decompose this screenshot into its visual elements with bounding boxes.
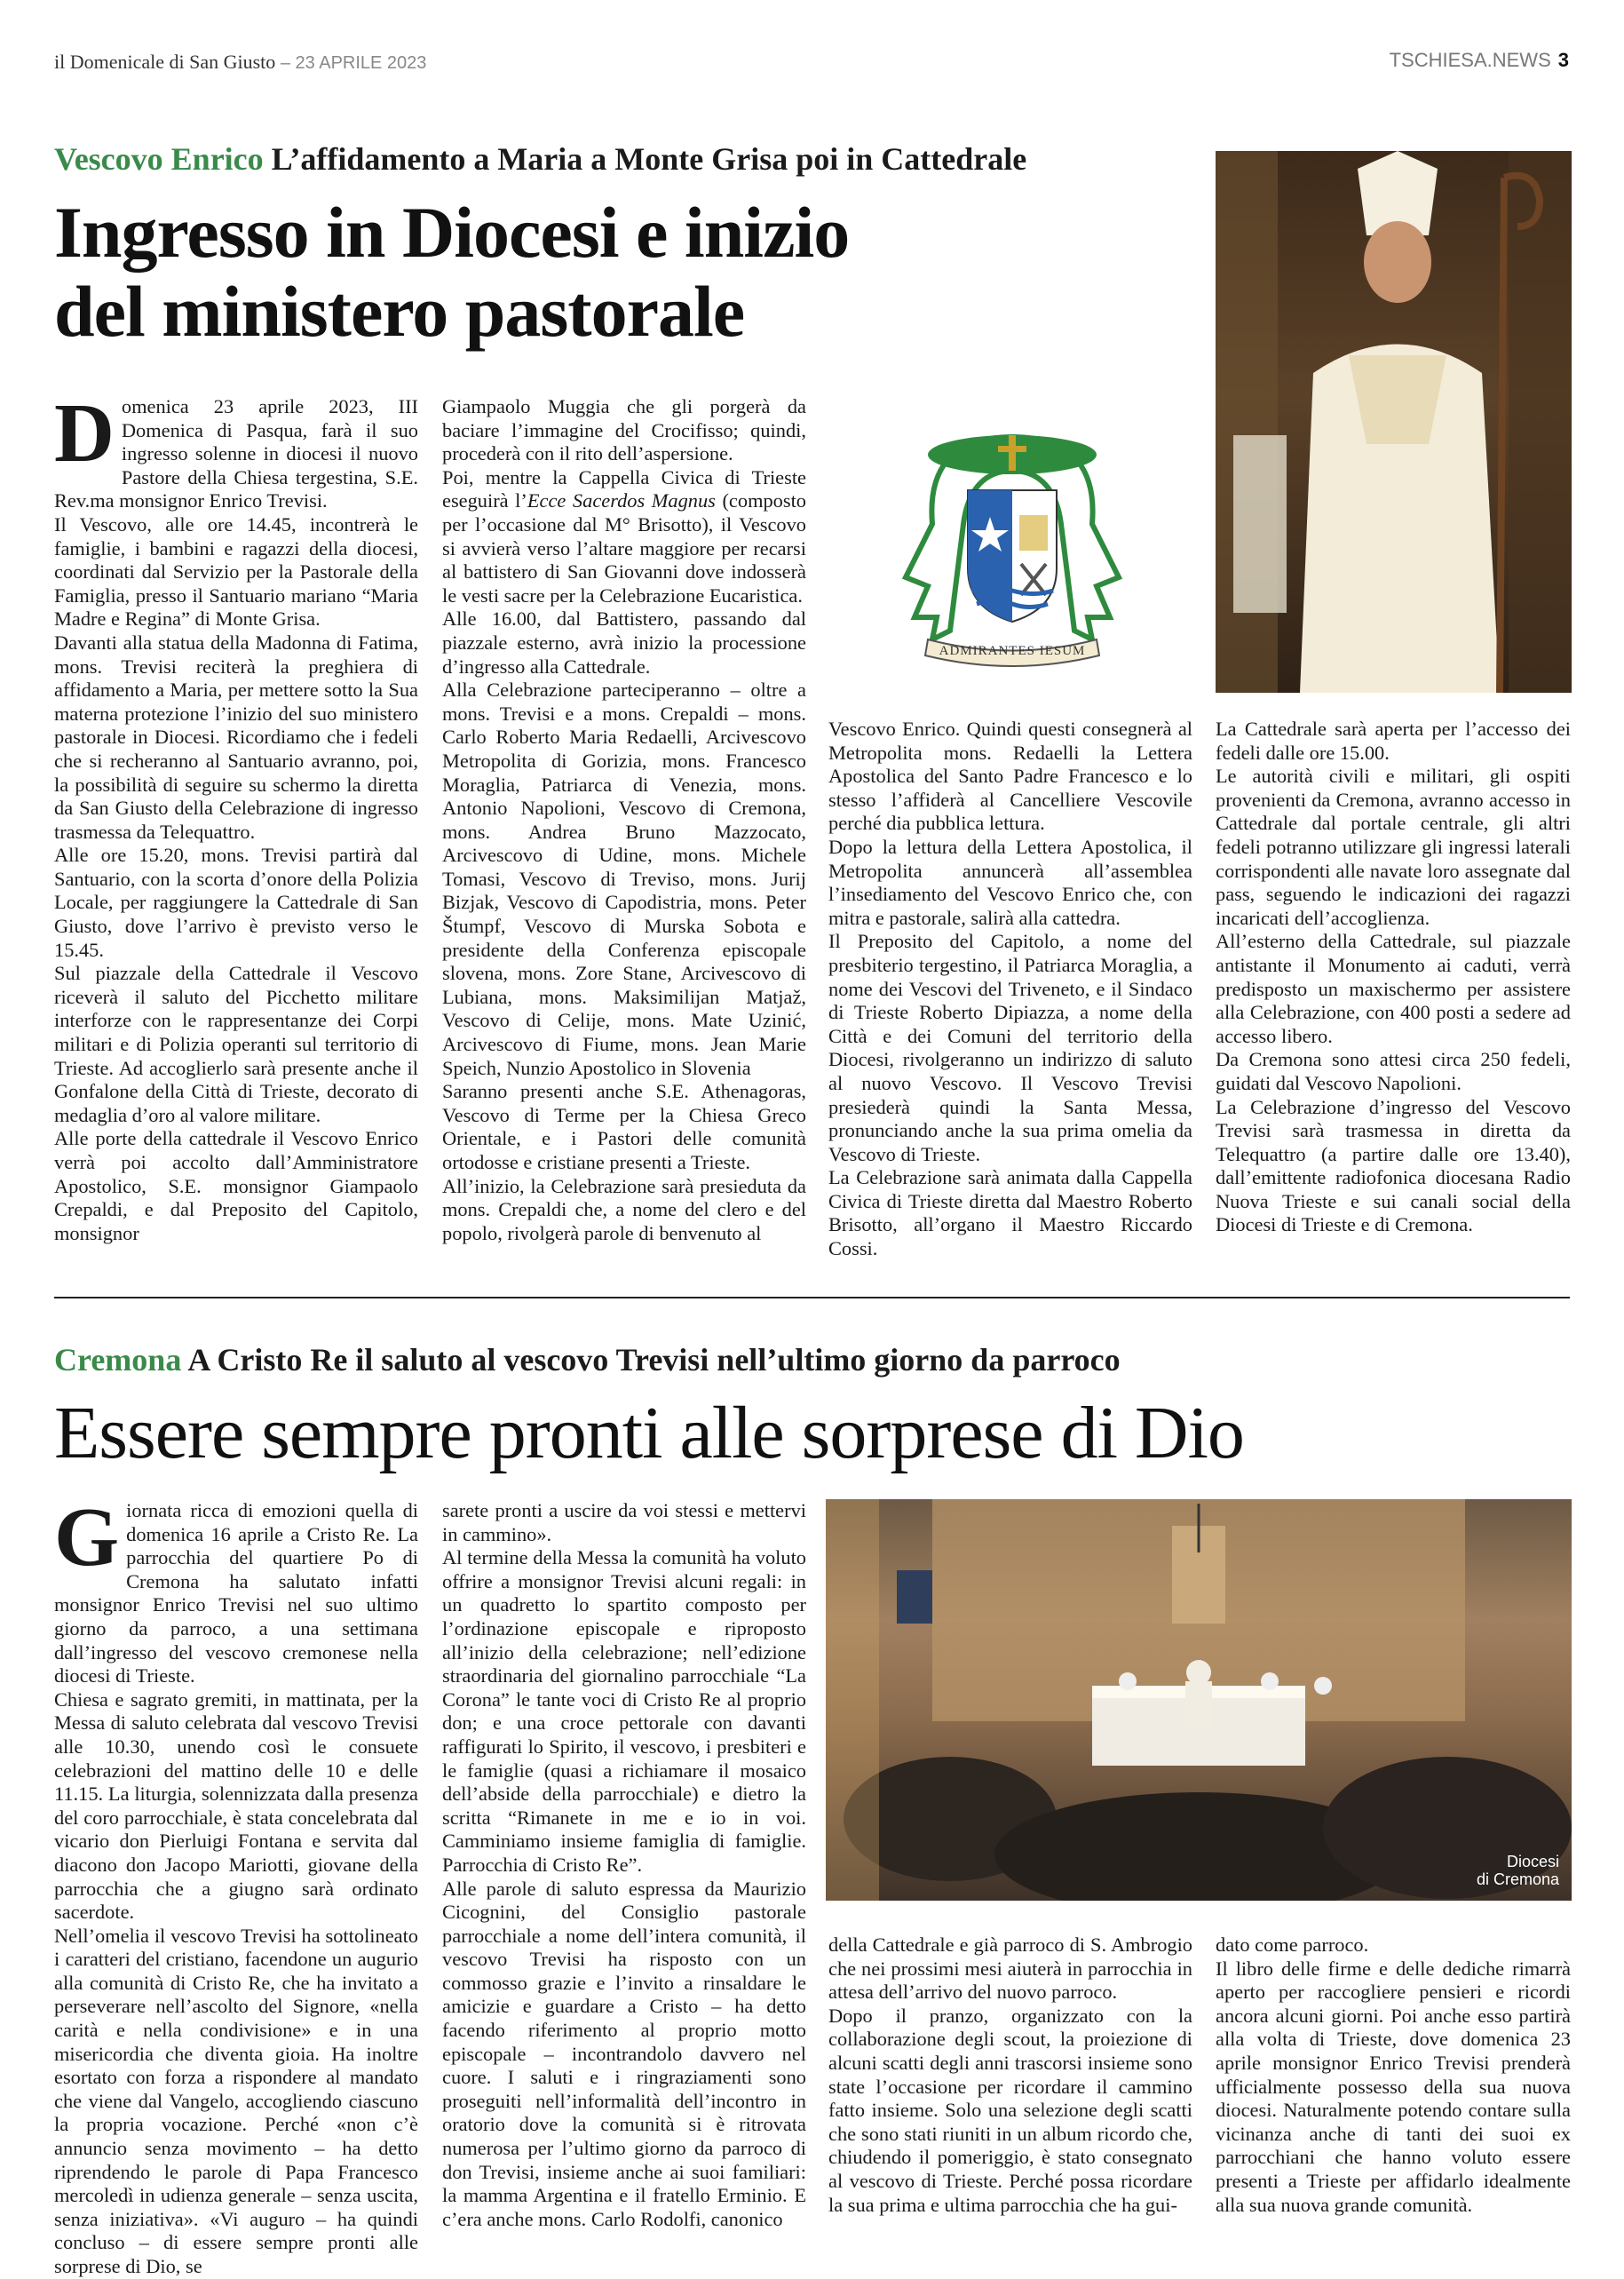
article1-column-4 [1216,718,1571,1237]
bishop-portrait-photo [1216,151,1572,693]
coat-of-arms-motto: ADMIRANTES IESUM [939,644,1086,658]
article1-section: Vescovo Enrico [54,141,264,177]
article2-title: Essere sempre pronti alle sorprese di Dio [54,1392,1244,1474]
article2-col4-text: dato come parroco. Il libro delle firme e delle dediche rimarrà aperto per raccogliere pensieri e ricordi ancora alcuni giorni. Poi anche esso partirà alla volta di Trieste, dove domenica 23 aprile monsignor Enrico Trevisi prenderà ufficialmente possesso della sua nuova diocesi. Naturalmente potendo contare sulla vicinanza anche di tanti dei suoi ex parrocchiani che hanno voluto essere presenti a Trieste per affidarlo idealmente alla sua nuova grande comunità. [1216,1934,1571,2216]
site-link[interactable]: TSCHIESA.NEWS [1389,49,1551,71]
article1-col1-text: omenica 23 aprile 2023, III Domenica di Pasqua, farà il suo ingresso solenne in diocesi il nuovo Pastore della Chiesa tergestina, S.E. Rev.ma monsignor Enrico Trevisi. Il Vescovo, alle ore 14.45, incontrerà le famiglie, i bambini e ragazzi della diocesi, coordinati dal Servizio per la Pastorale della Famiglia, presso il Santuario mariano “Maria Madre e Regina” di Monte Grisa. Davanti alla statua della Madonna di Fatima, mons. Trevisi reciterà la preghiera di affidamento a Maria, per mettere sotto la Sua materna protezione l’inizio del suo ministero pastorale in Diocesi. Ricordiamo che i fedeli che si recheranno al Santuario avranno, poi, la possibilità di seguire su schermo la diretta da San Giusto della Celebrazione di ingresso trasmessa da Telequattro. Alle ore 15.20, mons. Trevisi partirà dal Santuario, con la scorta d’onore della Polizia Locale, per raggiungere la Cattedrale di San Giusto, dove l’arrivo è previsto verso le 15.45. Sul piazzale della Cattedrale il Vescovo riceverà il saluto del Picchetto militare interforze con le rappresentanze dei Corpi militari e di Polizia operanti sul territorio di Trieste. Ad accoglierlo sarà presente anche il Gonfalone della Città di Trieste, decorato di medaglia d’oro al valore militare. Alle porte della cattedrale il Vescovo Enrico verrà poi accolto dall’Amministratore Apostolico, S.E. monsignor Giampaolo Crepaldi, e dal Preposito del Capitolo, monsignor [54,395,418,1244]
publication-name: il Domenicale di San Giusto [54,51,276,73]
masthead [54,51,426,74]
article2-col1-text: iornata ricca di emozioni quella di domenica 16 aprile a Cristo Re. La parrocchia del quartiere Po di Cremona ha salutato infatti monsignor Enrico Trevisi nel suo ultimo giorno da parroco, a una settimana dall’ingresso del vescovo cremonese nella diocesi di Trieste. Chiesa e sagrato gremiti, in mattinata, per la Messa di saluto celebrata dal vescovo Trevisi alle 10.30, unendo così le consuete celebrazioni del mattino delle 10 e delle 11.15. La liturgia, solennizzata dalla presenza del coro parrocchiale, è stata concelebrata dal vicario don Pierluigi Fontana e servita dal diacono don Jacopo Mariotti, giovane della parrocchia che a giugno sarà ordinato sacerdote. Nell’omelia il vescovo Trevisi ha sottolineato i caratteri del cristiano, facendone un augurio alla comunità di Cristo Re, che ha invitato a perseverare nell’ascolto del Signore, «nella carità e nella condivisione» e in una misericordia che diventa gioia. Ha inoltre esortato con forza a rispondere al mandato che viene dal Vangelo, accogliendo ciascuno la propria vocazione. Perché «non c’è annuncio senza movimento – ha detto riprendendo le parole di Papa Francesco mercoledì in udienza generale – senza uscita, senza iniziativa». «Vi auguro – ha quindi concluso – di essere sempre pronti alle sorprese di Dio, se [54,1499,418,2277]
section-divider [54,1297,1570,1298]
article2-section: Cremona [54,1342,182,1378]
article2-kicker-text: A Cristo Re il saluto al vescovo Trevisi nell’ultimo giorno da parroco [181,1342,1121,1378]
article2-dropcap: G [54,1491,120,1584]
article1-col4-text: La Cattedrale sarà aperta per l’accesso dei fedeli dalle ore 15.00. Le autorità civili e militari, gli ospiti provenienti da Cremona, avranno accesso in Cattedrale dal portale centrale, gli altri fedeli potranno utilizzare gli ingressi laterali corrispondenti alle navate loro assegnate dal pass, seguendo le indicazioni dei ragazzi incaricati dell’accoglienza. All’esterno della Cattedrale, sul piazzale antistante il Monumento ai caduti, verrà predisposto un maxischermo per assistere alla Celebrazione, con 400 posti a sedere ad accesso libero. Da Cremona sono attesi circa 250 fedeli, guidati dal Vescovo Napolioni. La Celebrazione d’ingresso del Vescovo Trevisi sarà trasmessa in diretta da Telequattro (a partire dalle ore 13.40), dall’emittente radiofonica diocesana Radio Nuova Trieste e sui canali social della Diocesi di Trieste e di Cremona. [1216,718,1571,1236]
photo-credit-line2: di Cremona [1476,1870,1559,1888]
article1-kicker [54,140,1026,178]
church-celebration-photo [826,1499,1572,1901]
article1-column-1 [54,387,418,1245]
article2-col3-text: della Cattedrale e già parroco di S. Ambrogio che nei prossimi mesi aiuterà in parrocchia in attesa dell’arrivo del nuovo parroco. Dopo il pranzo, organizzato con la collaborazione degli scout, la proiezione di alcuni scatti degli anni trascorsi insieme sono state l’occasione per ricordare il cammino fatto insieme. Solo una selezione degli scatti che sono stati riuniti in un album ricordo che, chiudendo il pomeriggio, è stato consegnato al vescovo di Trieste. Perché possa ricordare la sua prima e ultima parrocchia che ha gui- [828,1934,1192,2216]
photo-credit-line1: Diocesi [1506,1853,1559,1870]
photo-credit-logo [1477,1853,1559,1888]
article2-column-1 [54,1491,418,2279]
article1-title-line2: del ministero pastorale [54,270,745,352]
article1-col2-para-c: Alle 16.00, dal Battistero, passando dal piazzale esterno, avrà inizio la processione d’ingresso alla Cattedrale. Alla Celebrazione parteciperanno – oltre a mons. Trevisi e a mons. Crepaldi – mons. Carlo Roberto Maria Redaelli, Arcivescovo Metropolita di Gorizia, mons. Francesco Moraglia, Patriarca di Venezia, mons. Antonio Napolioni, Vescovo di Cremona, mons. Andrea Bruno Mazzocato, Arcivescovo di Udine, mons. Michele Tomasi, Vescovo di Treviso, mons. Jurij Bizjak, Vescovo di Capodistria, mons. Peter Štumpf, Vescovo di Murska Sobota e presidente della Conferenza episcopale slovena, mons. Zore Stane, Arcivescovo di Lubiana, mons. Maksimilijan Matjaž, Vescovo di Celije, mons. Mate Uzinić, Arcivescovo di Fiume, mons. Jean Marie Speich, Nunzio Apostolico in Slovenia Saranno presenti anche S.E. Athenagoras, Vescovo di Terme per la Chiesa Greco Orientale, e i Pastori delle comunità ortodosse e cristiane presenti a Trieste. All’inizio, la Celebrazione sarà presieduta da mons. Crepaldi che, a nome del clero e del popolo, rivolgerà parole di benvenuto al [442,607,806,1244]
coat-of-arms-image [879,417,1145,684]
article2-col2-text: sarete pronti a uscire da voi stessi e mettervi in cammino». Al termine della Messa la comunità ha voluto offrire a monsignor Trevisi alcuni regali: in un quadretto lo spartito composto per l’ordinazione episcopale e riproposto all’inizio della celebrazione; nell’edizione straordinaria del giornalino parrocchiale “La Corona” le tante voci di Cristo Re al proprio don; e una croce pettorale con davanti raffigurati lo Spirito, il vescovo, i presbiteri e le famiglie (quasi a richiamare il mosaico dell’abside della parrocchiale) e dietro la scritta “Rimanete in me e io in voi. Camminiamo insieme famiglia di famiglie. Parrocchia di Cristo Re”. Alle parole di saluto espressa da Maurizio Cicognini, del Consiglio pastorale parrocchiale a nome dell’intera comunità, il vescovo Trevisi ha risposto con un commosso grazie e l’invito a rinsaldare le amicizie e guardare a Cristo – ha detto facendo riferimento al proprio motto episcopale – incontrandolo davvero nel cuore. I saluti e i ringraziamenti sono proseguiti nell’informalità dell’incontro in oratorio dove la comunità si è ritrovata numerosa per l’ultimo giorno da parroco di don Trevisi, insieme anche ai suoi familiari: la mamma Argentina e il fratello Erminio. E c’era anche mons. Carlo Rodolfi, canonico [442,1499,806,2230]
article1-col3-text: Vescovo Enrico. Quindi questi consegnerà al Metropolita mons. Redaelli la Lettera Apostolica del Santo Padre Francesco e lo stesso l’affiderà al Cancelliere Vescovile perché dia pubblica lettura. Dopo la lettura della Lettera Apostolica, il Metropolita annuncerà all’assemblea l’insediamento del Vescovo Enrico che, con mitra e pastorale, salirà alla cattedra. Il Preposito del Capitolo, a nome del presbiterio tergestino, il Patriarca Moraglia, a nome dei Vescovi del Triveneto, e il Sindaco di Trieste Roberto Dipiazza, a nome della Città e dei Comuni del territorio della Diocesi, rivolgeranno un indirizzo di saluto al nuovo Vescovo. Il Vescovo Trevisi presiederà quindi la Santa Messa, pronunciando anche la sua prima omelia da Vescovo di Trieste. La Celebrazione sarà animata dalla Cappella Civica di Trieste diretta dal Maestro Roberto Brisotto, all’organo il Maestro Riccardo Cossi. [828,718,1192,1260]
article1-col2-para-a: Giampaolo Muggia che gli porgerà da baciare l’immagine del Crocifisso; quindi, procederà con il rito dell’aspersione. [442,395,806,465]
article2-column-2 [442,1499,806,2231]
article1-col2-para-b [442,466,806,608]
article1-kicker-text: L’affidamento a Maria a Monte Grisa poi in Cattedrale [263,141,1027,177]
issue-date: – 23 APRILE 2023 [275,53,427,73]
article1-column-2 [442,395,806,1245]
page-header-right [1390,49,1569,72]
page-number: 3 [1557,49,1569,71]
article1-title-line1: Ingresso in Diocesi e inizio [54,192,850,273]
article2-column-4 [1216,1934,1571,2217]
article1-dropcap: D [54,387,115,480]
article1-col2-b-pre: Poi, mentre la Cappella Civica di Trieste eseguirà l’ [442,465,806,512]
article1-column-3 [828,718,1192,1261]
article1-col2-b-post: (composto per l’occasione dal M° Brisotto), il Vescovo si avvierà verso l’altare maggiore per recarsi al battistero di San Giovanni dove indosserà le vesti sacre per la Celebrazione Eucaristica. [442,489,807,607]
article2-kicker [54,1341,1121,1378]
article1-title [54,194,849,351]
article1-col2-b-italic: Ecce Sacerdos Magnus [527,489,716,512]
article2-column-3 [828,1934,1192,2217]
